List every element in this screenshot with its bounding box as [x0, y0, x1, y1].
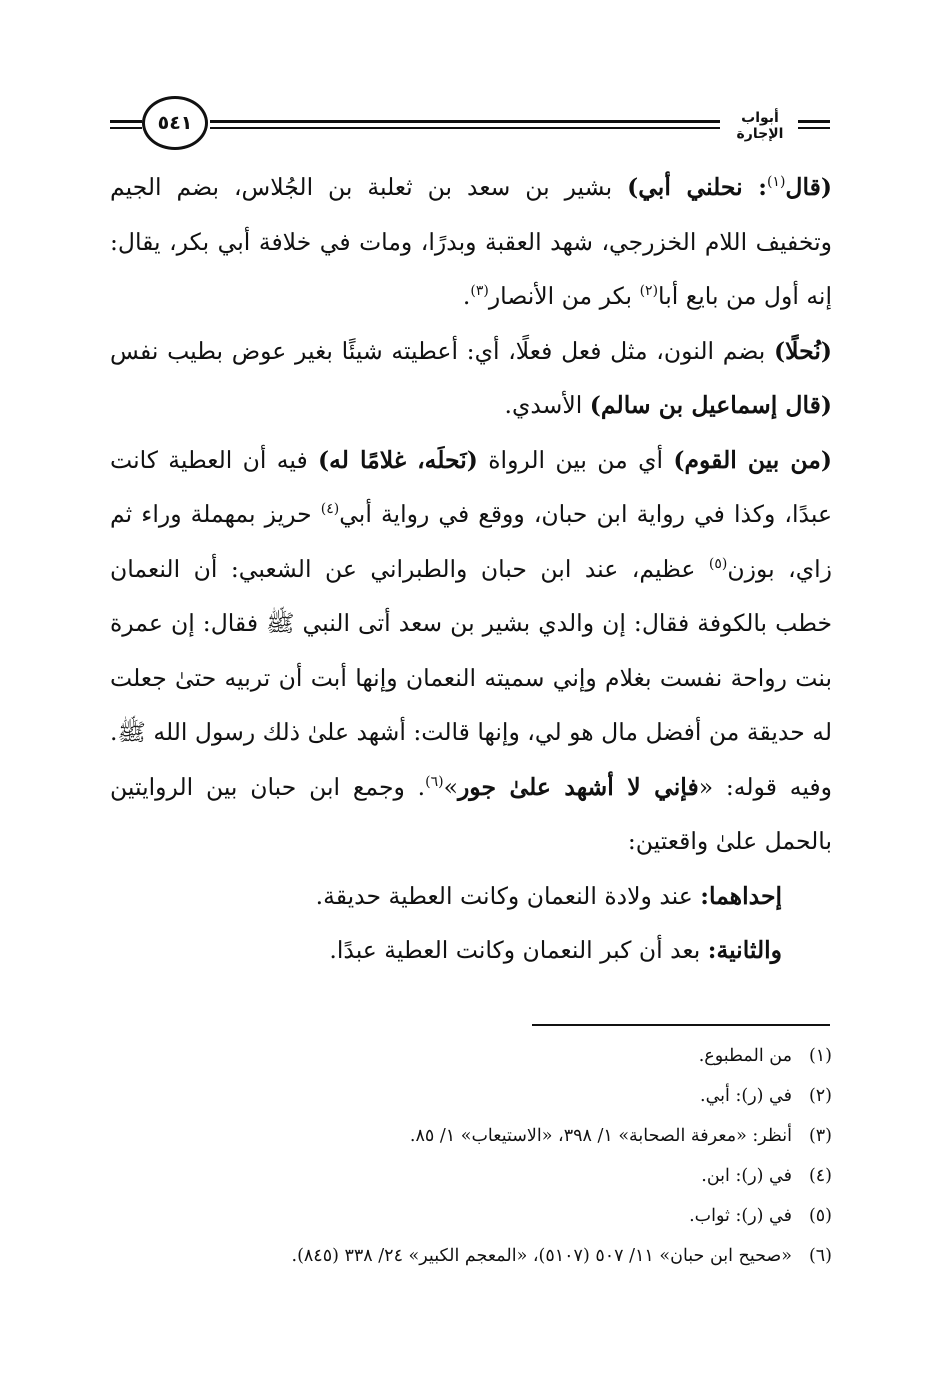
paragraph-1	[110, 160, 832, 324]
footnote-number: (٦)	[808, 1246, 832, 1266]
footnote	[110, 1076, 832, 1116]
text-run: بشير بن سعد بن ثعلبة بن الجُلاس، بضم الجيم وتخفيف اللام الخزرجي، شهد العقبة وبدرًا، ومات في خلافة أبي بكر، يقال: إنه أول من بايع أبا	[110, 173, 832, 310]
text-run: بكر من الأنصار	[488, 282, 640, 310]
footnote-marker[interactable]: (٣)	[470, 283, 489, 300]
bold-phrase: (من بين القوم)	[673, 445, 832, 474]
header-rule	[110, 127, 142, 129]
footnote	[110, 1236, 832, 1276]
footnote-text: «صحيح ابن حبان» ١١/ ٥٠٧ (٥١٠٧)، «المعجم الكبير» ٢٤/ ٣٣٨ (٨٤٥).	[291, 1246, 792, 1266]
text-run: . وجمع ابن حبان بين الروايتين بالحمل علىٰ واقعتين:	[110, 772, 832, 855]
main-text	[110, 160, 832, 978]
page-number: ٥٤١	[142, 96, 208, 150]
bold-phrase: (قال إسماعيل بن سالم)	[589, 391, 832, 419]
text-run: أي من بين الرواة	[477, 445, 674, 474]
text-run: فيه أن العطية كانت عبدًا، وكذا في رواية ابن حبان، ووقع في رواية أبي	[110, 445, 832, 528]
header-rule	[798, 127, 830, 129]
footnote-number: (٥)	[808, 1206, 832, 1226]
header-rule	[110, 120, 142, 123]
bold-phrase: (قال	[785, 173, 833, 201]
footnote-marker[interactable]: (١)	[766, 174, 786, 191]
footnote-text: في (ر): أبي.	[700, 1086, 792, 1106]
footnote-separator	[532, 1024, 830, 1026]
text-run: »	[443, 772, 458, 801]
footnote-marker[interactable]: (٦)	[425, 773, 444, 790]
paragraph-2	[110, 324, 832, 433]
list-text: بعد أن كبر النعمان وكانت العطية عبدًا.	[329, 936, 708, 964]
footnote-text: أنظر: «معرفة الصحابة» ١/ ٣٩٨، «الاستيعاب» ١/ ٨٥.	[409, 1126, 792, 1146]
footnote-marker[interactable]: (٢)	[639, 283, 659, 300]
text-run: عظيم، عند ابن حبان والطبراني عن الشعبي: أن النعمان خطب بالكوفة فقال: إن والدي بشير بن سعد أتى النبي ﷺ فقال: إن عمرة بنت رواحة نفست بغلام وإني سميته النعمان وإنها أبت أن تربيه حتىٰ جعلت له حديقة من أفضل مال هو لي، وإنها قالت: أشهد علىٰ ذلك رسول الله ﷺ. وفيه قوله: «	[110, 554, 832, 801]
running-title: أبواب الإجارة	[722, 110, 798, 142]
footnote	[110, 1036, 832, 1076]
header-rule	[210, 127, 720, 129]
footnote-number: (٢)	[808, 1086, 832, 1106]
list-item	[110, 869, 832, 924]
bold-phrase: فإني لا أشهد علىٰ جور	[457, 772, 699, 801]
text-run: حريز بمهملة وراء ثم زاي، بوزن	[110, 500, 832, 583]
footnote	[110, 1116, 832, 1156]
list-item	[110, 923, 832, 978]
footnote	[110, 1156, 832, 1196]
footnote-number: (١)	[808, 1046, 832, 1066]
footnote-number: (٣)	[808, 1126, 832, 1146]
footnote-marker[interactable]: (٥)	[708, 555, 728, 572]
bold-phrase: (نُحلًا)	[774, 336, 832, 365]
footnote-text: من المطبوع.	[698, 1046, 792, 1066]
header-rule	[798, 120, 830, 123]
page-header	[110, 88, 830, 158]
list-label: إحداهما:	[700, 881, 782, 910]
footnotes	[110, 1036, 832, 1276]
paragraph-3	[110, 433, 832, 869]
text-run: بضم النون، مثل فعل فعلًا، أي: أعطيته شيئًا بغير عوض بطيب نفس	[110, 336, 775, 365]
bold-phrase: : نحلني أبي)	[627, 173, 767, 201]
header-rule	[210, 120, 720, 123]
text-run: .	[462, 282, 471, 310]
footnote-marker[interactable]: (٤)	[320, 501, 340, 518]
footnote	[110, 1196, 832, 1236]
footnote-number: (٤)	[808, 1166, 832, 1186]
text-run: الأسدي.	[504, 391, 590, 419]
list-label: والثانية:	[707, 936, 782, 964]
bold-phrase: (نَحلَه، غلامًا له)	[318, 445, 478, 474]
footnote-text: في (ر): ثواب.	[689, 1206, 792, 1226]
footnote-text: في (ر): ابن.	[701, 1166, 792, 1186]
list-text: عند ولادة النعمان وكانت العطية حديقة.	[315, 881, 701, 910]
